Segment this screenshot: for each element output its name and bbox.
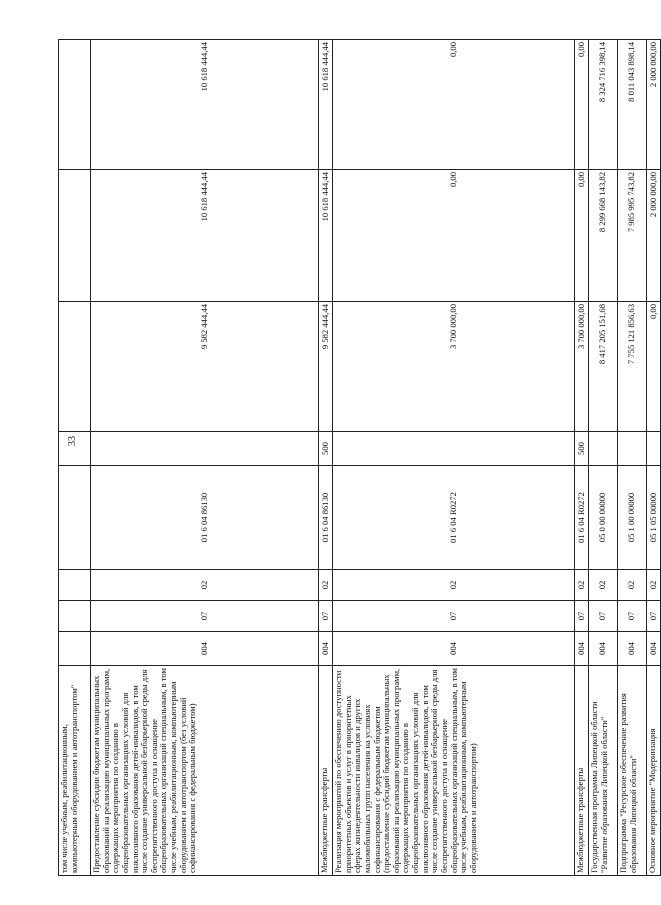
- cell-vr: [333, 432, 575, 466]
- cell-gr: 004: [618, 632, 647, 666]
- cell-rz: 07: [589, 601, 618, 632]
- cell-name: Межбюджетные трансферты: [319, 666, 333, 876]
- cell-pr: [59, 570, 91, 601]
- cell-name: Подпрограмма "Ресурсное обеспечение развития образования Липецкой области": [618, 666, 647, 876]
- cell-csr: 01 6 04 R0272: [333, 466, 575, 570]
- cell-vr: [59, 432, 91, 466]
- cell-vr: [589, 432, 618, 466]
- cell-y2: 10 618 444,44: [319, 170, 333, 302]
- cell-csr: 05 1 05 00000: [647, 466, 661, 570]
- table-row: [319, 40, 333, 876]
- cell-y1: 9 582 444,44: [319, 302, 333, 432]
- cell-vr: [647, 432, 661, 466]
- cell-y2: [59, 170, 91, 302]
- budget-table-rotated: [58, 40, 658, 876]
- cell-gr: 004: [319, 632, 333, 666]
- cell-y3: [59, 40, 91, 170]
- cell-name: Государственная программа Липецкой области "Развитие образования Липецкой области": [589, 666, 618, 876]
- cell-y2: 8 299 668 143,82: [589, 170, 618, 302]
- table-row: [333, 40, 575, 876]
- cell-gr: 004: [647, 632, 661, 666]
- cell-y3: 0,00: [575, 40, 589, 170]
- cell-pr: 02: [589, 570, 618, 601]
- cell-rz: [59, 601, 91, 632]
- cell-y2: 0,00: [575, 170, 589, 302]
- cell-name: Предоставление субсидии бюджетам муниципальных образований на реализацию муниципальных программ, содержащих мероприятия по созданию в общеобразовательных организациях условий для инклюзивного образования детей-инвалидов, в том числе создание универсальной безбарьерной среды для беспрепятственного доступа и оснащение общеобразовательных организаций специальным, в том числе учебным, реабилитационным, компьютерным оборудованием и автотранспортом (без условий софинансирования с федеральным бюджетом): [91, 666, 319, 876]
- cell-gr: 004: [333, 632, 575, 666]
- cell-y2: 0,00: [333, 170, 575, 302]
- cell-pr: 02: [333, 570, 575, 601]
- table-row: [647, 40, 661, 876]
- cell-y3: 0,00: [333, 40, 575, 170]
- table-row: [589, 40, 618, 876]
- cell-gr: [59, 632, 91, 666]
- cell-y1: 9 582 444,44: [91, 302, 319, 432]
- cell-y3: 10 618 444,44: [319, 40, 333, 170]
- table-row: [59, 40, 91, 876]
- cell-csr: 01 6 04 86130: [91, 466, 319, 570]
- cell-y1: 7 755 121 856,63: [618, 302, 647, 432]
- cell-y3: 10 618 444,44: [91, 40, 319, 170]
- cell-gr: 004: [575, 632, 589, 666]
- cell-y1: 0,00: [647, 302, 661, 432]
- cell-rz: 07: [618, 601, 647, 632]
- cell-rz: 07: [647, 601, 661, 632]
- cell-csr: [59, 466, 91, 570]
- cell-y3: 8 324 716 398,14: [589, 40, 618, 170]
- cell-name: Реализация мероприятий по обеспечению доступности приоритетных объектов и услуг в приоритетных сферах жизнедеятельности инвалидов и других маломобильных групп населения на условиях софинансирования с федеральным бюджетом (предоставление субсидий бюджетам муниципальных образований на реализацию муниципальных программ, содержащих мероприятия по созданию в общеобразовательных организациях условий для инклюзивного образования детей-инвалидов, в том числе создание универсальной безбарьерной среды для беспрепятственного доступа и оснащение общеобразовательных организаций специальным, в том числе учебным, реабилитационным, компьютерным оборудованием и автотранспортом): [333, 666, 575, 876]
- cell-rz: 07: [91, 601, 319, 632]
- table-row: [91, 40, 319, 876]
- cell-y1: [59, 302, 91, 432]
- cell-name: Основное мероприятие "Модернизация: [647, 666, 661, 876]
- cell-y2: 7 985 995 743,82: [618, 170, 647, 302]
- cell-pr: 02: [618, 570, 647, 601]
- cell-vr: 500: [319, 432, 333, 466]
- cell-gr: 004: [589, 632, 618, 666]
- cell-y1: 3 700 000,00: [575, 302, 589, 432]
- cell-pr: 02: [319, 570, 333, 601]
- cell-vr: [91, 432, 319, 466]
- cell-rz: 07: [319, 601, 333, 632]
- cell-pr: 02: [575, 570, 589, 601]
- budget-table: [58, 39, 661, 876]
- cell-y2: 2 000 000,00: [647, 170, 661, 302]
- cell-pr: 02: [647, 570, 661, 601]
- cell-gr: 004: [91, 632, 319, 666]
- cell-pr: 02: [91, 570, 319, 601]
- cell-y1: 8 417 205 151,68: [589, 302, 618, 432]
- cell-csr: 01 6 04 R0272: [575, 466, 589, 570]
- cell-csr: 05 0 00 00000: [589, 466, 618, 570]
- cell-vr: 500: [575, 432, 589, 466]
- table-row: [575, 40, 589, 876]
- cell-name: том числе учебным, реабилитационным, компьютерным оборудованием и автотранспортом": [59, 666, 91, 876]
- cell-rz: 07: [333, 601, 575, 632]
- table-body: [59, 40, 661, 876]
- cell-y1: 3 700 000,00: [333, 302, 575, 432]
- cell-csr: 01 6 04 86130: [319, 466, 333, 570]
- page-number-text: 33: [67, 436, 78, 446]
- cell-y3: 8 011 043 898,14: [618, 40, 647, 170]
- cell-vr: [618, 432, 647, 466]
- cell-y3: 2 000 000,00: [647, 40, 661, 170]
- cell-y2: 10 618 444,44: [91, 170, 319, 302]
- cell-csr: 05 1 00 00000: [618, 466, 647, 570]
- cell-rz: 07: [575, 601, 589, 632]
- cell-name: Межбюджетные трансферты: [575, 666, 589, 876]
- table-row: [618, 40, 647, 876]
